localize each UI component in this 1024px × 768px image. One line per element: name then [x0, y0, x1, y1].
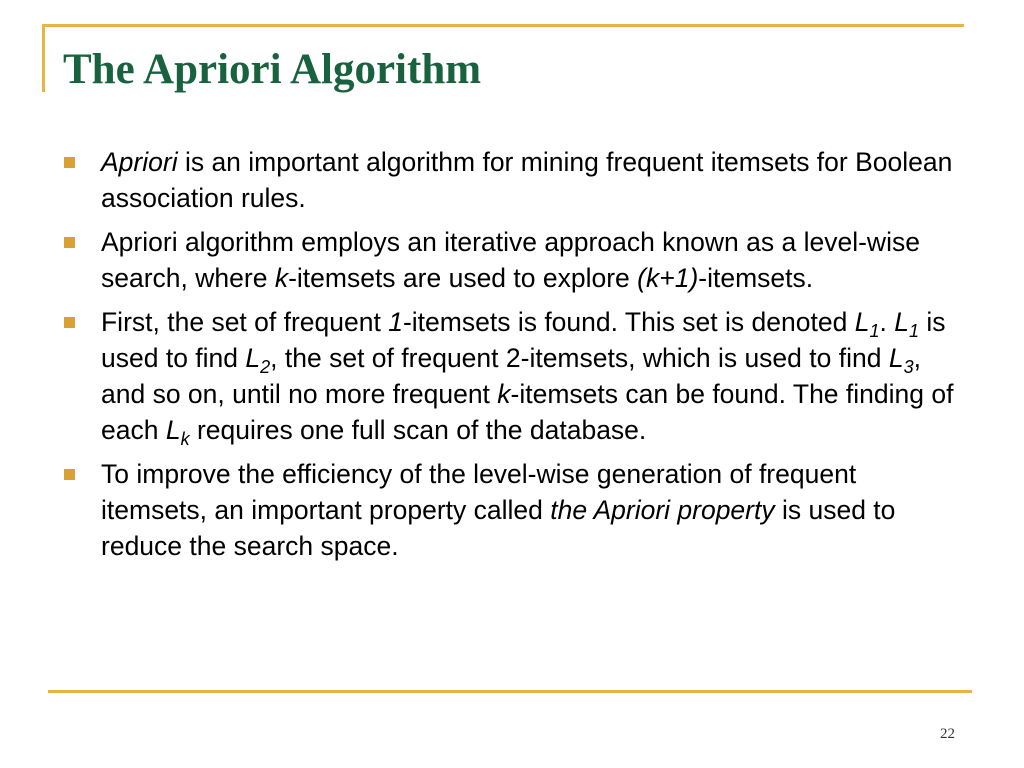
bullet-item	[64, 144, 964, 216]
slide-title: The Apriori Algorithm	[63, 46, 482, 93]
bullet-text: , and so on, until no more frequent	[101, 343, 921, 409]
bullet-text: 1	[388, 307, 403, 337]
bullet-text: is used to reduce the search space.	[101, 495, 896, 561]
bullet-list	[64, 144, 964, 572]
bullet-text: 2	[260, 356, 271, 377]
bullet-text: First, the set of frequent	[101, 307, 389, 337]
bullet-text: 1	[908, 320, 919, 341]
square-bullet-icon	[64, 469, 75, 480]
page-number: 22	[940, 726, 955, 742]
bullet-text: , the set of frequent 2-itemsets, which is used to find	[270, 343, 889, 373]
footer-line	[48, 690, 972, 693]
bullet-text: L	[165, 415, 181, 445]
bullet-text: is an important algorithm for mining frequent itemsets for Boolean association rules.	[101, 147, 953, 213]
top-accent-line	[42, 24, 964, 27]
bullet-text: Apriori	[101, 147, 178, 177]
bullet-text: k	[497, 379, 511, 409]
bullet-item	[64, 304, 964, 448]
square-bullet-icon	[64, 237, 75, 248]
bullet-text: To improve the efficiency of the level-wise generation of frequent itemsets, an important property called	[101, 459, 857, 525]
bullet-text: k	[274, 263, 289, 293]
bullet-text: L	[888, 343, 904, 373]
bullet-text: requires one full scan of the database.	[189, 415, 647, 445]
bullet-item	[64, 456, 964, 564]
bullet-text: Apriori algorithm employs an iterative approach known as a level-wise search, where	[101, 227, 920, 293]
bullet-text: -itemsets can be found. The finding of each	[101, 379, 954, 445]
bullet-text: -itemsets is found. This set is denoted	[402, 307, 855, 337]
bullet-text: L	[854, 307, 870, 337]
bullet-text: L	[894, 307, 909, 337]
square-bullet-icon	[64, 157, 75, 168]
bullet-text: -itemsets are used to explore	[288, 263, 638, 293]
bullet-text: L	[245, 343, 261, 373]
left-accent-line	[42, 24, 45, 92]
bullet-item	[64, 224, 964, 296]
bullet-text: 1	[869, 320, 880, 341]
bullet-text: -itemsets.	[698, 263, 814, 293]
bullet-text: the Apriori property	[550, 495, 775, 525]
square-bullet-icon	[64, 317, 75, 328]
bullet-text: .	[879, 307, 895, 337]
bullet-text: is used to find	[101, 307, 946, 373]
bullet-text: k	[180, 428, 190, 449]
bullet-text: (k+1)	[637, 263, 699, 293]
bullet-text: 3	[903, 356, 914, 377]
